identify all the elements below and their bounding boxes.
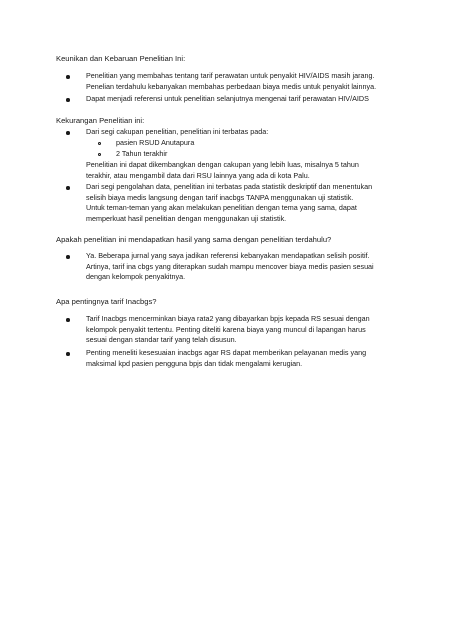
section-heading-apa-pentingnya: Apa pentingnya tarif Inacbgs? — [56, 297, 157, 306]
list-item-continuation — [86, 160, 359, 181]
bullet-line: Penelitian yang membahas tentang tarif perawatan untuk penyakit HIV/AIDS masih jarang. — [86, 71, 375, 80]
bullet-line: terakhir, atau mengambil data dari RSU lainnya yang ada di kota Palu. — [86, 170, 310, 180]
list-item — [86, 127, 268, 138]
list-item — [86, 94, 369, 105]
bullet-line: selisih biaya medis langsung dengan tarif inacbgs TANPA menggunakan uji statistik. — [86, 192, 354, 202]
section-heading-kekurangan: Kekurangan Penelitian ini: — [56, 116, 145, 125]
bullet-dot — [66, 318, 70, 322]
bullet-line: Penting meneliti kesesuaian inacbgs agar RS dapat memberikan pelayanan medis yang — [86, 348, 367, 357]
bullet-line: maksimal kpd pasien pengguna bpjs dan tidak mengalami kerugian. — [86, 358, 303, 368]
bullet-dot — [66, 186, 70, 190]
sub-list-item: pasien RSUD Anutapura — [116, 138, 195, 147]
bullet-line: Dapat menjadi referensi untuk penelitian selanjutnya mengenai tarif perawatan HIV/AIDS — [86, 94, 369, 103]
bullet-line: sesuai dengan standar tarif yang telah disusun. — [86, 335, 237, 345]
bullet-line: Artinya, tarif ina cbgs yang diterapkan sudah mampu mencover biaya medis pasien sesuai — [86, 261, 374, 271]
bullet-line: Untuk teman-teman yang akan melakukan penelitian dengan tema yang sama, dapat — [86, 203, 357, 213]
bullet-line: Penelian terdahulu kebanyakan membahas perbedaan biaya medis untuk penyakit lainnya. — [86, 81, 377, 91]
bullet-line: memperkuat hasil penelitian dengan menggunakan uji statistik. — [86, 213, 287, 223]
bullet-dot — [66, 98, 70, 102]
bullet-dot — [66, 255, 70, 259]
section-heading-apakah: Apakah penelitian ini mendapatkan hasil yang sama dengan penelitian terdahulu? — [56, 235, 332, 244]
list-item — [86, 182, 372, 224]
sub-bullet-circle — [98, 142, 101, 145]
bullet-line: Penelitian ini dapat dikembangkan dengan cakupan yang lebih luas, misalnya 5 tahun — [86, 160, 359, 169]
bullet-dot — [66, 352, 70, 356]
section-heading-keunikan: Keunikan dan Kebaruan Penelitian Ini: — [56, 54, 186, 63]
bullet-dot — [66, 75, 70, 79]
bullet-line: Tarif Inacbgs mencerminkan biaya rata2 yang dibayarkan bpjs kepada RS sesuai dengan — [86, 314, 370, 323]
bullet-line: kelompok penyakit tertentu. Penting diteliti karena biaya yang muncul di lapangan harus — [86, 324, 366, 334]
bullet-line: dengan kelompok penyakitnya. — [86, 272, 186, 282]
bullet-line: Dari segi pengolahan data, penelitian ini terbatas pada statistik deskriptif dan menentukan — [86, 182, 373, 191]
bullet-line: Ya. Beberapa jurnal yang saya jadikan referensi kebanyakan mendapatkan selisih positif. — [86, 251, 370, 260]
list-item — [86, 314, 370, 346]
list-item — [86, 348, 366, 369]
sub-bullet-circle — [98, 153, 101, 156]
list-item — [86, 71, 376, 92]
bullet-dot — [66, 131, 70, 135]
sub-list-item: 2 Tahun terakhir — [116, 149, 168, 158]
bullet-line: Dari segi cakupan penelitian, penelitian ini terbatas pada: — [86, 127, 269, 136]
list-item — [86, 251, 374, 283]
